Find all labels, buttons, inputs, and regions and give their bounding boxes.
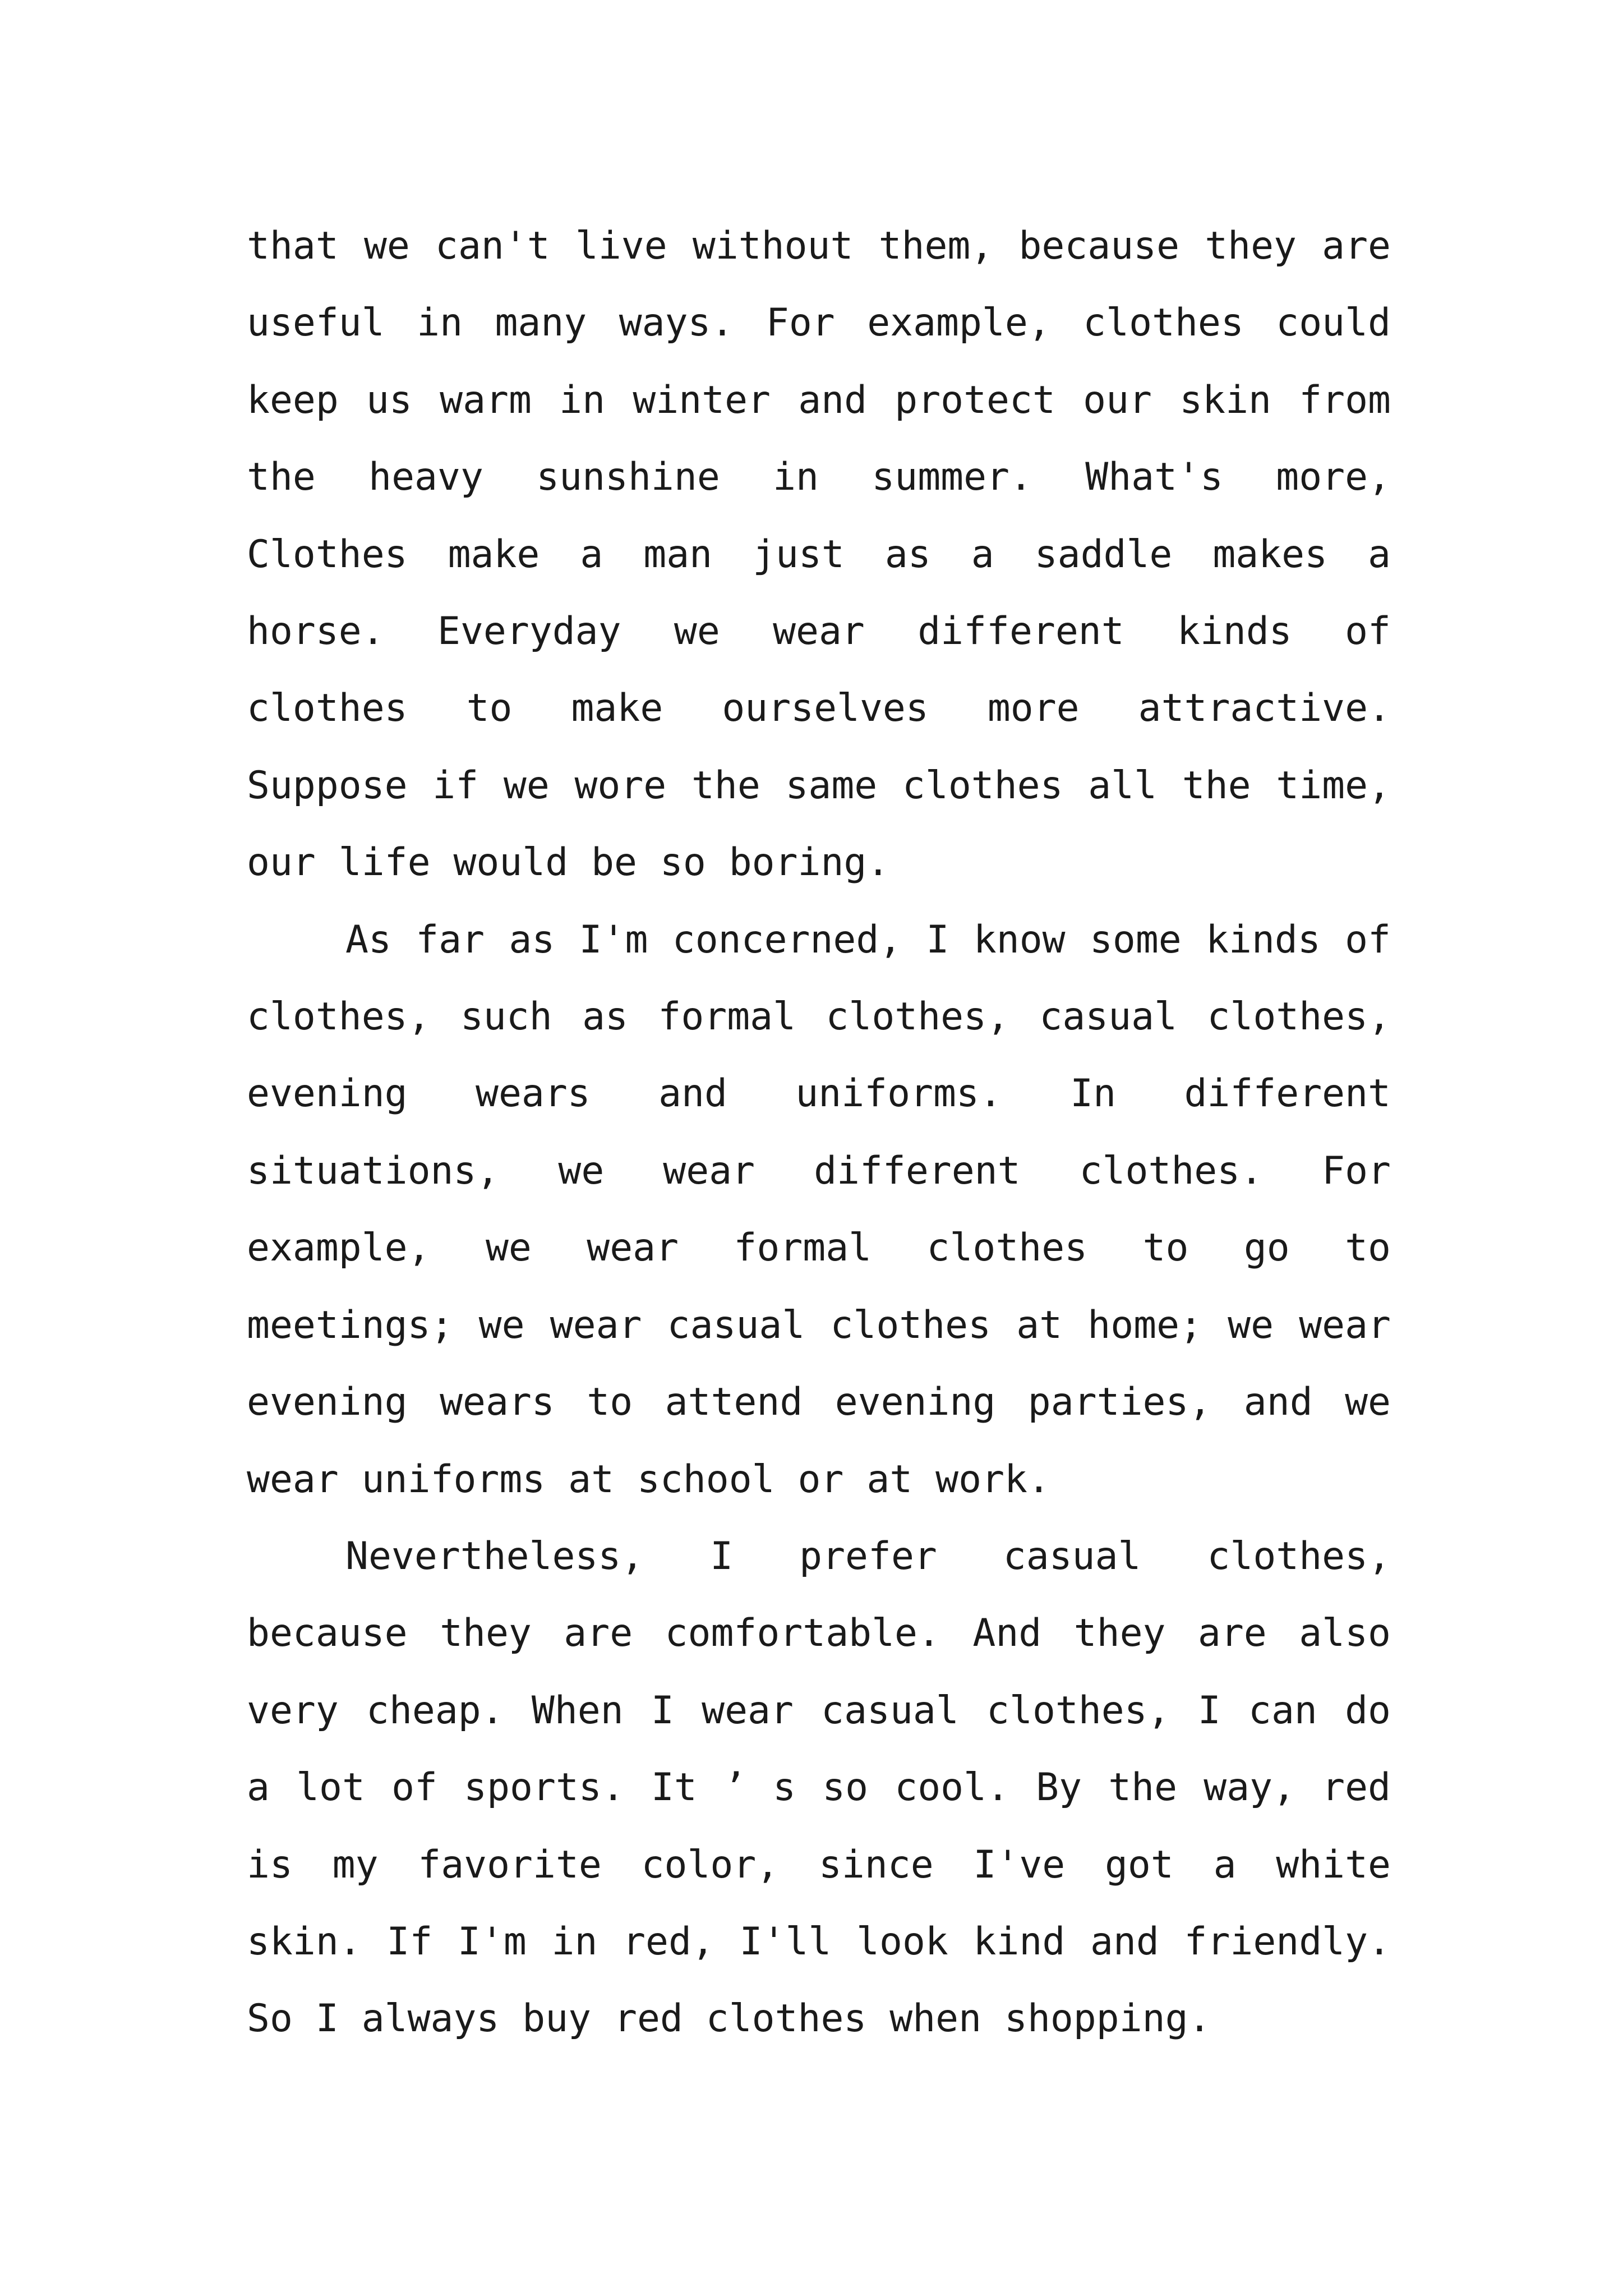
paragraph-continued: that we can't live without them, because they are useful in many ways. For example, clothes could keep us warm in winter and protect our skin from the heavy sunshine in summer. What's more, Clothes make a man just as a saddle makes a horse. Everyday we wear different kinds of clothes to make ourselves more attractive. Suppose if we wore the same clothes all the time, our life would be so boring. — [247, 224, 1391, 885]
paragraph-casual-preference: Nevertheless, I prefer casual clothes, because they are comfortable. And they are also very cheap. When I wear casual clothes, I can do a lot of sports. It ’ s so cool. By the way, red is my favorite color, since I've got a white skin. If I'm in red, I'll look kind and friendly. So I always buy red clothes when shopping. — [247, 1534, 1391, 2041]
paragraph-kinds-of-clothes: As far as I'm concerned, I know some kinds of clothes, such as formal clothes, casual clothes, evening wears and uniforms. In different situations, we wear different clothes. For example, we wear formal clothes to go to meetings; we wear casual clothes at home; we wear evening wears to attend evening parties, and we wear uniforms at school or at work. — [247, 917, 1391, 1502]
essay-body — [247, 208, 1391, 2058]
